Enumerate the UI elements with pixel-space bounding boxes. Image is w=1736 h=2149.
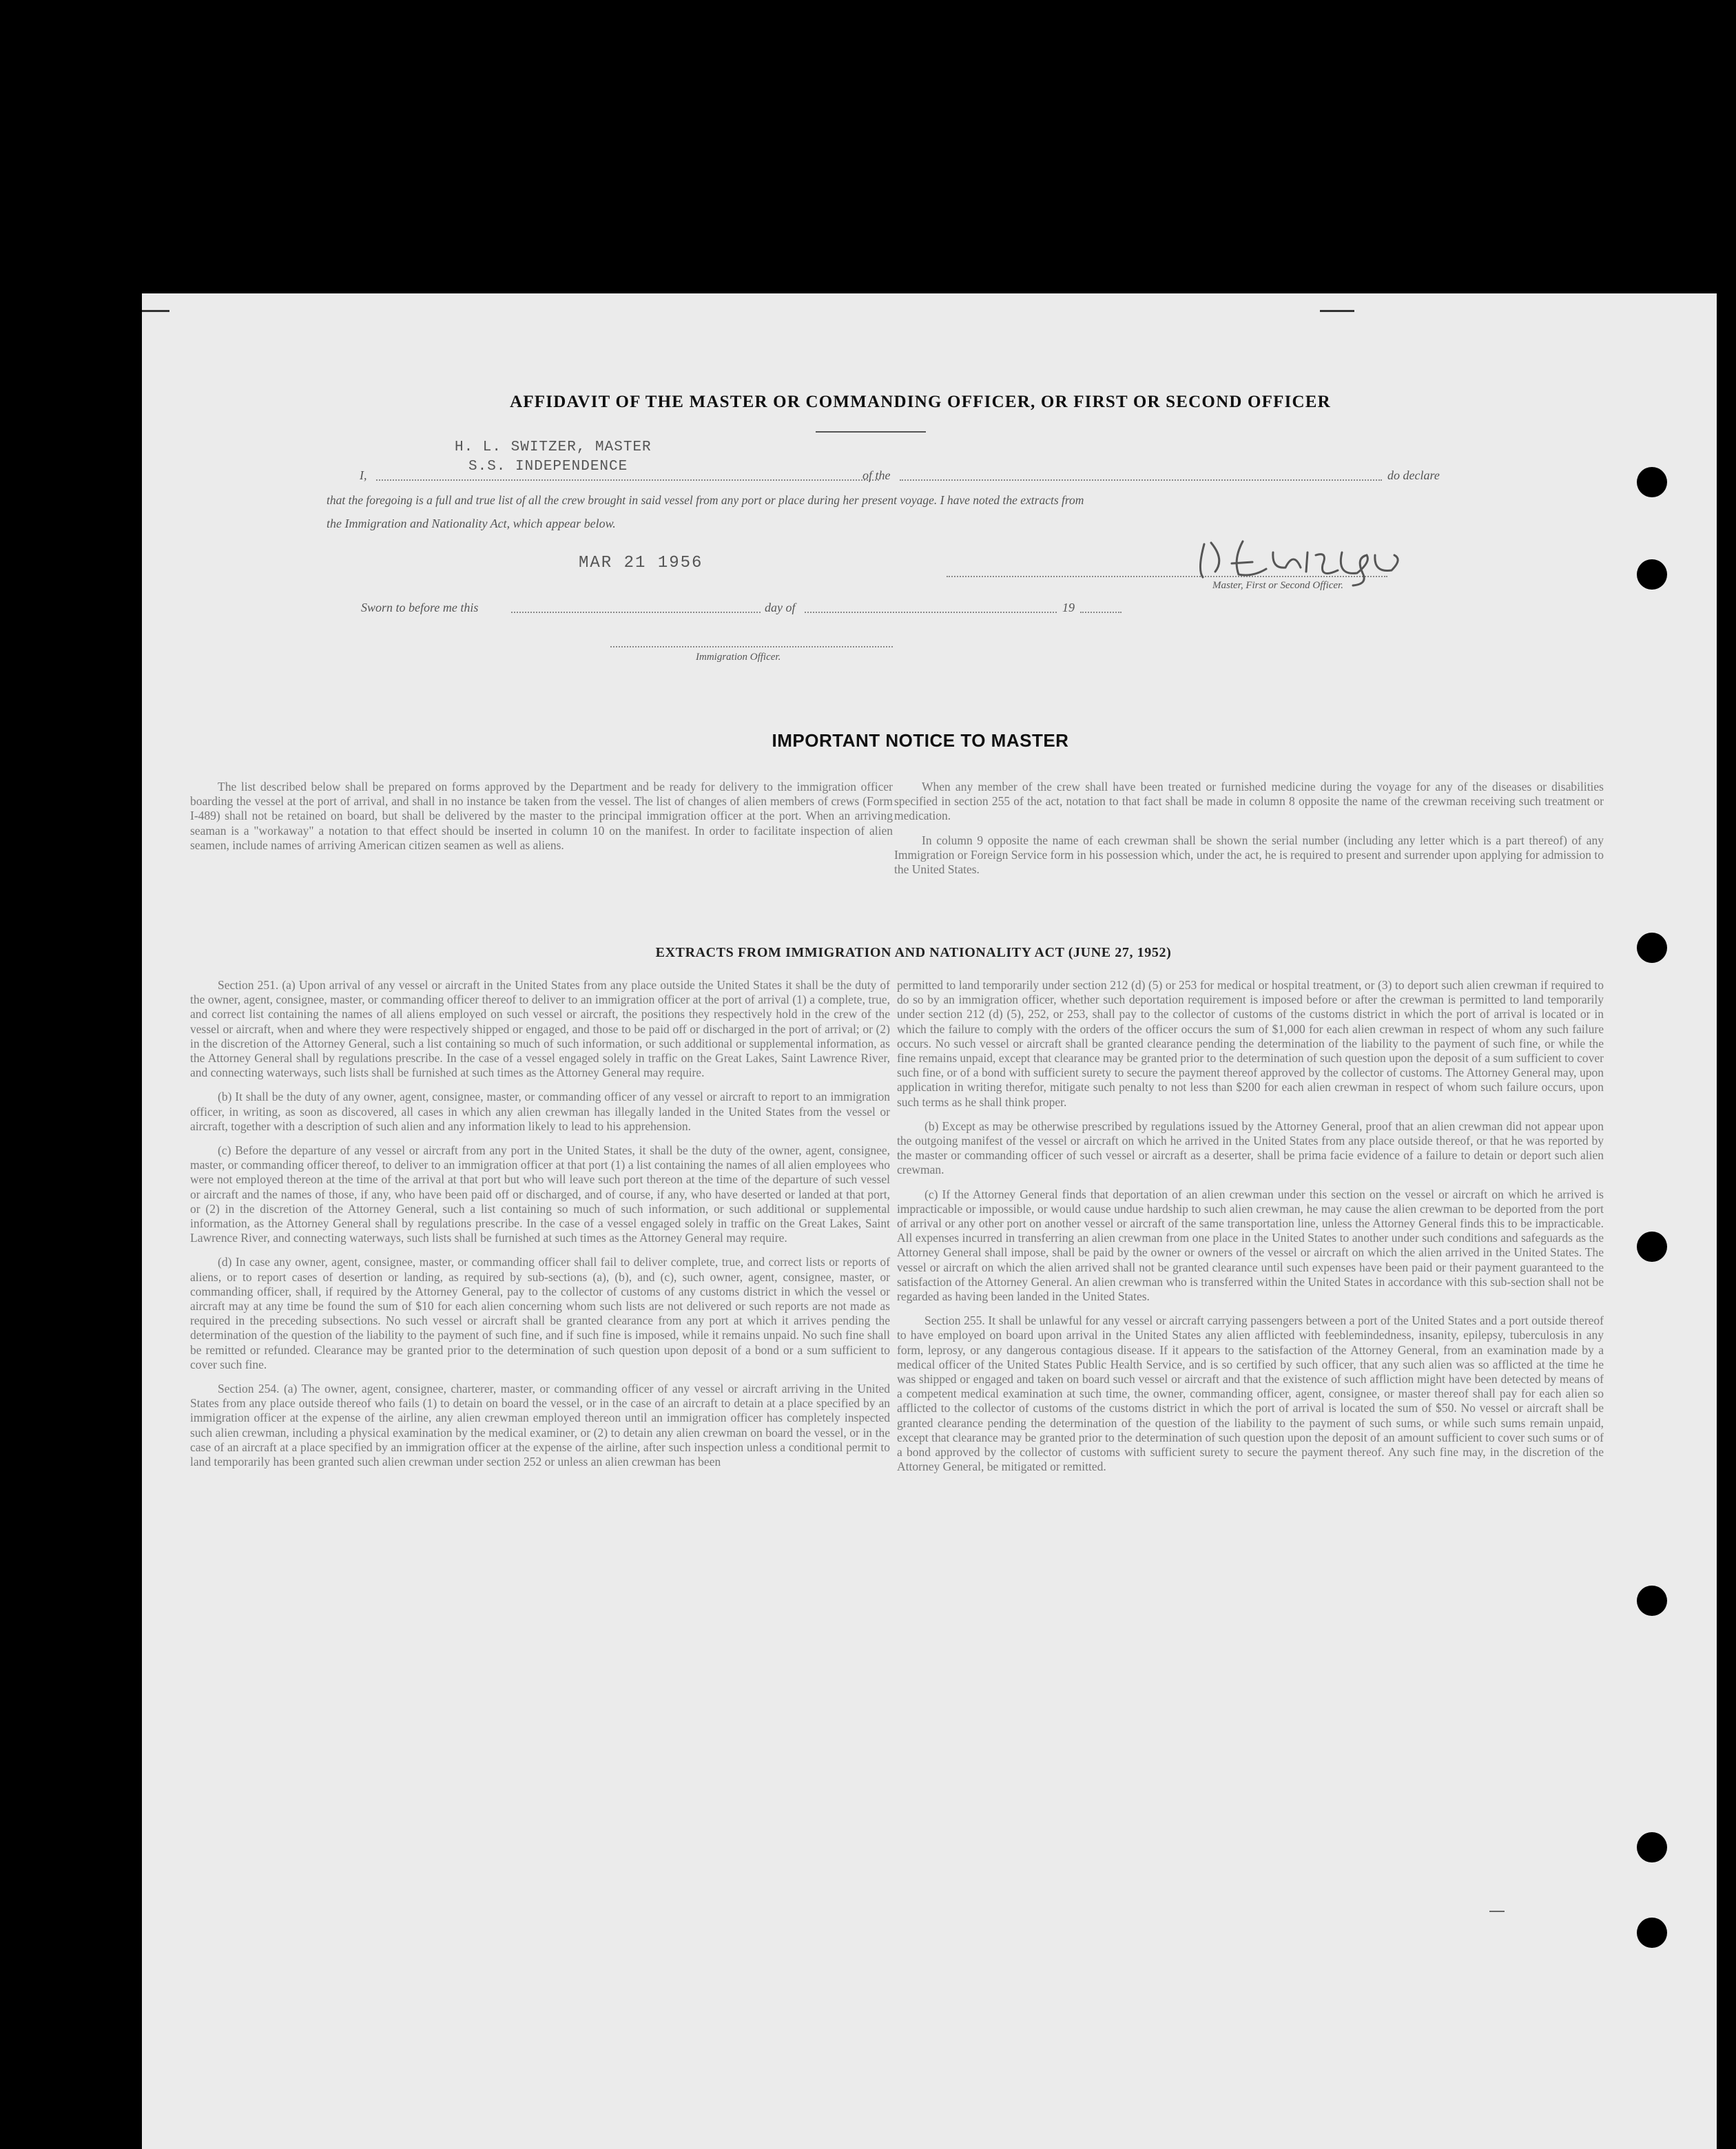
master-label: Master, First or Second Officer.	[1212, 580, 1343, 591]
of-the-label: of the	[862, 468, 891, 482]
extracts-left-column	[190, 978, 890, 1479]
extracts-right-column	[897, 978, 1604, 1484]
sworn-label: Sworn to before me this	[361, 601, 479, 614]
affidavit-title: AFFIDAVIT OF THE MASTER OR COMMANDING OFFICER, OR FIRST OR SECOND OFFICER	[510, 393, 1331, 411]
section-251d: (d) In case any owner, agent, consignee, master, or commanding officer shall fail to deliver complete, true, and correct lists or reports of aliens, or to report cases of desertion or landing, as required by sub-sections (a), (b), and (c), such owner, agent, consignee, master, or commanding officer, shall, if required by the Attorney General, pay to the collector of customs of any customs district in which the vessel or aircraft may at any time be found the sum of $10 for each alien concerning whom such lists are not delivered or such reports are not made as required in the preceding subsections. No such vessel or aircraft shall be granted clearance from any port at which it arrives pending the determination of the question of the liability to the payment of such fine, and if such fine is imposed, while it remains unpaid. No such fine shall be remitted or refunded. Clearance may be granted prior to the determination of such question upon deposit of a bond or a sum sufficient to cover such fine.	[190, 1255, 890, 1371]
section-251b: (b) It shall be the duty of any owner, agent, consignee, master, or commanding officer of any vessel or aircraft to report to an immigration officer, in writing, as soon as discovered, all cases in which any alien crewman has illegally landed in the United States from the vessel or aircraft, together with a description of such alien and any information likely to lead to his apprehension.	[190, 1090, 890, 1133]
declaration-line-1: that the foregoing is a full and true list of all the crew brought in said vessel from any port or place during her present voyage. I have noted the extracts from	[327, 493, 1084, 507]
notice-left-column	[190, 780, 893, 862]
typed-vessel-name: S.S. INDEPENDENCE	[468, 459, 628, 475]
vessel-line	[900, 479, 1382, 481]
binder-hole	[1637, 933, 1667, 963]
binder-hole	[1637, 1586, 1667, 1616]
bottom-mark	[1489, 1911, 1505, 1912]
section-251a: Section 251. (a) Upon arrival of any vessel or aircraft in the United States from any place outside the United States it shall be the duty of the owner, agent, consignee, master, or commanding officer thereof to deliver to an immigration officer at the port of arrival (1) a complete, true, and correct list containing the names of all aliens employed on such vessel or aircraft, the positions they respectively hold in the crew of the vessel or aircraft, when and where they were respectively shipped or engaged, and those to be paid off or discharged in the port of arrival; or (2) in the discretion of the Attorney General, such a list containing so much of such information, or such additional or supplemental information, as the Attorney General shall by regulations prescribe. In the case of a vessel engaged solely in traffic on the Great Lakes, Saint Lawrence River, and connecting waterways, such lists shall be furnished at such times as the Attorney General may require.	[190, 978, 890, 1080]
year-label: 19	[1062, 601, 1075, 614]
day-of-label: day of	[765, 601, 796, 614]
name-line	[376, 479, 879, 481]
section-254b: (b) Except as may be otherwise prescribed by regulations issued by the Attorney General, proof that an alien crewman did not appear upon the outgoing manifest of the vessel or aircraft on which he arrived in the United States from any place outside thereof, or that he was reported by the master or commanding officer of such vessel or aircraft as a deserter, shall be prima facie evidence of a failure to detain or deport such alien crewman.	[897, 1119, 1604, 1177]
notice-paragraph: The list described below shall be prepared on forms approved by the Department and be ready for delivery to the immigration officer boarding the vessel at the port of arrival, and shall in no instance be taken from the vessel. The list of changes of alien members of crews (Form I-489) shall not be retained on board, but shall be delivered by the master to the principal immigration officer at the port. When an arriving seaman is a "workaway" a notation to that effect should be inserted in column 10 on the manifest. In order to facilitate inspection of alien seamen, include names of arriving American citizen seamen as well as aliens.	[190, 780, 893, 852]
section-254a-cont: permitted to land temporarily under section 212 (d) (5) or 253 for medical or hospital treatment, or (3) to deport such alien crewman if required to do so by an immigration officer, whether such deportation requirement is imposed before or after the crewman is permitted to land temporarily under section 212 (d) (5), 252, or 253, shall pay to the collector of customs of the customs district in which the port of arrival is located or in which the failure to comply with the orders of the officer occurs the sum of $1,000 for each alien crewman in respect of whom any such failure occurs. No such vessel or aircraft shall be granted clearance pending the determination of the liability to the payment of such fine, or while the fine remains unpaid, except that clearance may be granted prior to the determination of such question upon the deposit of a sum sufficient to cover such fine, or of a bond with sufficient surety to secure the payment thereof approved by the collector of customs. The Attorney General may, upon application in writing therefor, mitigate such penalty to not less than $200 for each alien crewman in respect of whom such failure occurs, upon such terms as he shall think proper.	[897, 978, 1604, 1109]
document-page	[142, 293, 1717, 2149]
corner-mark	[1320, 310, 1354, 312]
section-255: Section 255. It shall be unlawful for any vessel or aircraft carrying passengers between a port of the United States and a port outside thereof to have employed on board upon arrival in the United States any alien afflicted with feeblemindedness, insanity, epilepsy, tuberculosis in any form, leprosy, or any dangerous contagious disease. If it appears to the satisfaction of the Attorney General, from an examination made by a medical officer of the United States Public Health Service, and is so certified by such officer, that any such alien was so afflicted at the time he was shipped or engaged and taken on board such vessel or aircraft and that the existence of such affliction might have been detected by means of a competent medical examination at such time, the owner, commanding officer, agent, consignee, or master thereof shall pay for each alien so afflicted to the collector of customs of the customs district in which the port of arrival is located the sum of $50. No vessel or aircraft shall be granted clearance pending the determination of the question of the liability to the payment of such sums, or while such sums remain unpaid, except that clearance may be granted prior to the determination of such question upon the deposit of an amount sufficient to cover such sums or of a bond approved by the collector of customs with sufficient surety to secure the payment thereof. Any such fine may, in the discretion of the Attorney General, be mitigated or remitted.	[897, 1314, 1604, 1474]
binder-hole	[1637, 1918, 1667, 1948]
binder-hole	[1637, 467, 1667, 497]
binder-hole	[1637, 1832, 1667, 1862]
notice-title: IMPORTANT NOTICE TO MASTER	[772, 730, 1069, 751]
immigration-officer-label: Immigration Officer.	[696, 652, 781, 663]
extracts-title: EXTRACTS FROM IMMIGRATION AND NATIONALITY ACT (JUNE 27, 1952)	[655, 945, 1172, 960]
title-rule	[816, 431, 926, 433]
master-signature	[1190, 532, 1425, 587]
section-254a: Section 254. (a) The owner, agent, consignee, charterer, master, or commanding officer of any vessel or aircraft arriving in the United States from any place outside thereof who fails (1) to detain on board the vessel, or in the case of an aircraft to detain at a place specified by an immigration officer at the expense of the airline, any alien crewman employed thereon until an immigration officer has completely inspected such alien crewman, including a physical examination by the medical examiner, or (2) to detain any alien crewman on board the vessel, or in the case of an aircraft at a place specified by an immigration officer at the expense of the airline, after such inspection unless a conditional permit to land temporarily has been granted such alien crewman under section 252 or unless an alien crewman has been	[190, 1382, 890, 1469]
i-label: I,	[360, 468, 367, 482]
do-declare-label: do declare	[1387, 468, 1440, 482]
declaration-line-2: the Immigration and Nationality Act, which appear below.	[327, 517, 616, 530]
date-stamp: MAR 21 1956	[579, 554, 703, 572]
notice-right-column	[894, 780, 1604, 886]
typed-master-name: H. L. SWITZER, MASTER	[455, 439, 652, 455]
immigration-officer-line	[610, 646, 893, 647]
binder-hole	[1637, 559, 1667, 590]
sworn-day-line	[511, 612, 761, 613]
notice-paragraph: When any member of the crew shall have been treated or furnished medicine during the voyage for any of the diseases or disabilities specified in section 255 of the act, notation to that fact shall be made in column 8 opposite the name of the crewman receiving such treatment or medication.	[894, 780, 1604, 823]
sworn-year-line	[1080, 612, 1122, 613]
notice-paragraph: In column 9 opposite the name of each crewman shall be shown the serial number (including any letter which is a part thereof) of any Immigration or Foreign Service form in his possession which, under the act, he is required to present and surrender upon applying for admission to the United States.	[894, 833, 1604, 877]
section-251c: (c) Before the departure of any vessel or aircraft from any port in the United States, it shall be the duty of the owner, agent, consignee, master, or commanding officer thereof, to deliver to an immigration officer at that port (1) a list containing the names of all alien employees who were not employed thereon at the time of the arrival at that port but who will leave such port thereon at the time of the departure of such vessel or aircraft and the names of those, if any, who have been paid off or discharged, and of course, if any, who have deserted or landed at that port, or (2) in the discretion of the Attorney General, such a list containing so much of such information, or such additional or supplemental information, as the Attorney General shall by regulations prescribe. In the case of a vessel engaged solely in traffic on the Great Lakes, Saint Lawrence River, and connecting waterways, such lists shall be furnished at such times as the Attorney General may require.	[190, 1143, 890, 1245]
section-254c: (c) If the Attorney General finds that deportation of an alien crewman under this section on the vessel or aircraft on which he arrived is impracticable or impossible, or would cause undue hardship to such alien crewman, he may cause the alien crewman to be deported from the port of arrival or any other port on another vessel or aircraft of the same transportation line, unless the Attorney General finds this to be impracticable. All expenses incurred in transferring an alien crewman from one place in the United States to another under such conditions and safeguards as the Attorney General shall impose, shall be paid by the owner or owners of the vessel or aircraft on which the alien arrived in the United States. The vessel or aircraft on which the alien arrived shall not be granted clearance until such expenses have been paid or their payment guaranteed to the satisfaction of the Attorney General. An alien crewman who is transferred within the United States in accordance with this sub-section shall not be regarded as having been landed in the United States.	[897, 1187, 1604, 1304]
binder-hole	[1637, 1232, 1667, 1262]
corner-mark	[142, 310, 169, 312]
sworn-month-line	[805, 612, 1057, 613]
